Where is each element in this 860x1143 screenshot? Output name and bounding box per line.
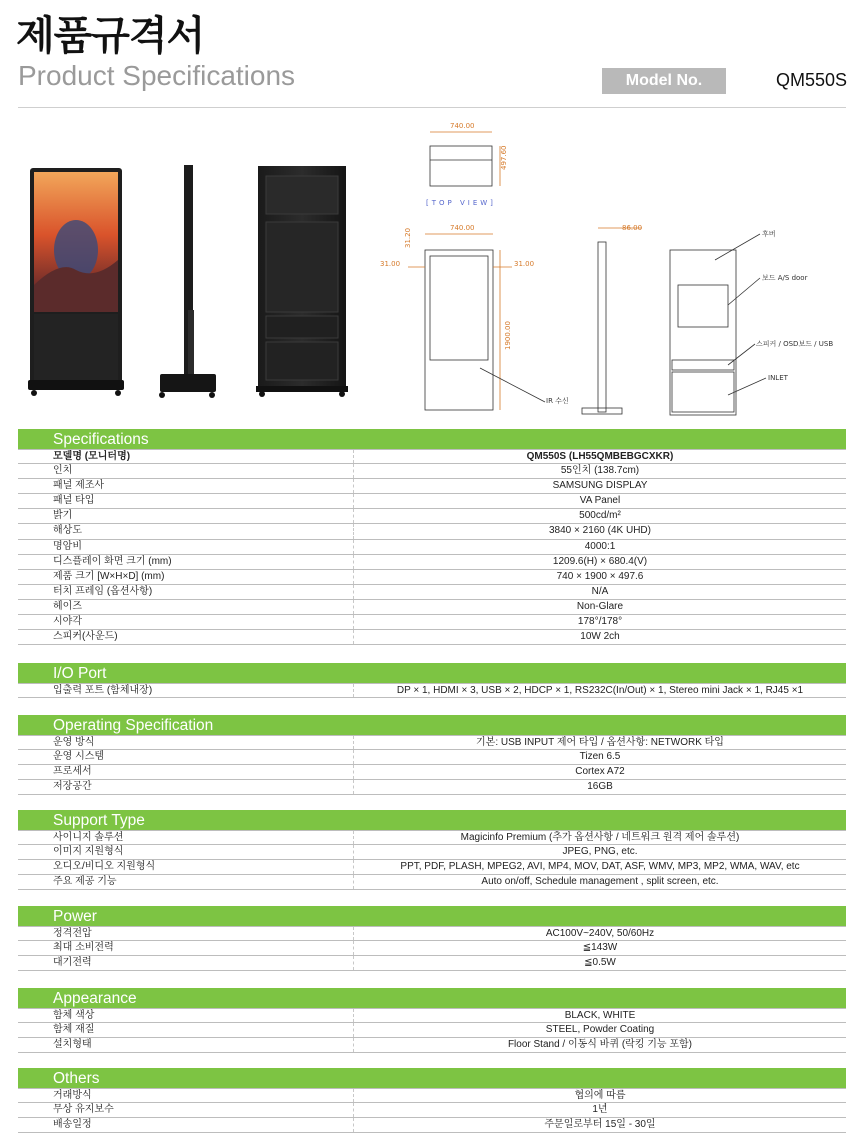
product-figures (0, 110, 860, 428)
spec-value: ≦0.5W (353, 956, 846, 970)
table-row (18, 630, 846, 645)
spec-value: BLACK, WHITE (353, 1009, 846, 1022)
spec-key: 대기전력 (53, 957, 92, 969)
spec-key: 헤이즈 (53, 600, 82, 612)
spec-key: 사이니지 솔루션 (53, 832, 124, 843)
page-title: 제품규격서 (16, 13, 205, 59)
front-width: 740.00 (450, 224, 475, 232)
top-view-drawing (430, 132, 500, 186)
spec-value: 178°/178° (353, 615, 846, 629)
spec-value: 3840 × 2160 (4K UHD) (353, 524, 846, 538)
spec-value: STEEL, Powder Coating (353, 1023, 846, 1037)
spec-key: 운영 시스템 (53, 751, 105, 763)
spec-value: 740 × 1900 × 497.6 (353, 570, 846, 584)
table-row (18, 1103, 846, 1118)
spec-section (18, 988, 846, 1053)
table-row (18, 449, 846, 464)
spec-key: 패널 제조사 (53, 480, 105, 492)
spec-value: Cortex A72 (353, 765, 846, 779)
table-row (18, 494, 846, 509)
product-drawings (0, 110, 860, 428)
front-top-offset: 31.20 (404, 227, 412, 248)
spec-key: 오디오/비디오 지원형식 (53, 861, 156, 873)
front-height: 1900.00 (504, 321, 512, 350)
spec-value: 10W 2ch (353, 630, 846, 644)
spec-key: 저장공간 (53, 781, 92, 793)
spec-section (18, 906, 846, 971)
table-row (18, 540, 846, 555)
spec-value: Non-Glare (353, 600, 846, 614)
callout-board: 보드 A/S door (762, 274, 808, 282)
table-row (18, 845, 846, 860)
spec-value: 500cd/m² (353, 509, 846, 523)
spec-key: 거래방식 (53, 1090, 92, 1101)
spec-key: 터치 프레임 (옵션사항) (53, 585, 153, 597)
spec-value: VA Panel (353, 494, 846, 508)
spec-value: 1209.6(H) × 680.4(V) (353, 555, 846, 569)
table-row (18, 830, 846, 845)
front-right-offset: 31.00 (514, 260, 535, 268)
table-row (18, 524, 846, 539)
table-row (18, 1038, 846, 1053)
kiosk-back-photo (256, 166, 348, 397)
spec-key: 시야각 (53, 616, 82, 628)
spec-key: 함체 재질 (53, 1024, 95, 1036)
spec-key: 입출력 포트 (함체내장) (53, 685, 153, 696)
spec-value: 기본: USB INPUT 제어 타입 / 옵션사항: NETWORK 타입 (353, 736, 846, 749)
callout-duct: 후버 (762, 230, 776, 238)
section-title: Appearance (18, 988, 846, 1008)
spec-key: 제품 크기 [W×H×D] (mm) (53, 570, 165, 582)
kiosk-side-photo (159, 165, 216, 398)
spec-section (18, 715, 846, 795)
spec-key: 해상도 (53, 525, 82, 537)
spec-value: Floor Stand / 이동식 바퀴 (락킹 기능 포함) (353, 1038, 846, 1052)
spec-value: N/A (353, 585, 846, 599)
table-row (18, 1023, 846, 1038)
spec-value: ≦143W (353, 941, 846, 955)
spec-key: 운영 방식 (53, 737, 95, 748)
spec-value: 협의에 따름 (353, 1089, 846, 1102)
spec-section (18, 810, 846, 890)
spec-key: 스피커(사운드) (53, 631, 118, 643)
spec-section (18, 1068, 846, 1133)
table-row (18, 780, 846, 795)
spec-key: 프로세서 (53, 766, 92, 778)
spec-value: AC100V~240V, 50/60Hz (353, 927, 846, 940)
side-depth: 86.00 (622, 224, 643, 232)
spec-value: DP × 1, HDMI × 3, USB × 2, HDCP × 1, RS232C(In/Out) × 1, Stereo mini Jack × 1, RJ45 ×1 (353, 684, 846, 697)
spec-key: 배송일정 (53, 1119, 92, 1131)
table-row (18, 875, 846, 890)
table-row (18, 956, 846, 971)
spec-key: 밝기 (53, 510, 73, 522)
spec-value: 주문일로부터 15일 - 30일 (353, 1118, 846, 1132)
ir-label: IR 수신 (546, 397, 569, 405)
model-label: Model No. (602, 68, 726, 94)
top-view-depth: 497.60 (500, 145, 508, 170)
side-view-drawing (582, 228, 642, 414)
callout-speaker: 스피커 / OSD보드 / USB (756, 340, 834, 348)
table-row (18, 765, 846, 780)
table-row (18, 1088, 846, 1103)
spec-key: 주요 제공 기능 (53, 876, 117, 888)
spec-value: 4000:1 (353, 540, 846, 554)
section-title: Support Type (18, 810, 846, 830)
spec-key: 인치 (53, 465, 73, 477)
spec-key: 명암비 (53, 540, 82, 552)
table-row (18, 1118, 846, 1133)
spec-key: 무상 유지보수 (53, 1104, 114, 1116)
table-row (18, 585, 846, 600)
section-title: Operating Specification (18, 715, 846, 735)
spec-key: 최대 소비전력 (53, 942, 114, 954)
spec-key: 디스플레이 화면 크기 (mm) (53, 555, 172, 567)
table-row (18, 683, 846, 698)
table-row (18, 750, 846, 765)
section-title: Specifications (18, 429, 846, 449)
spec-key: 모델명 (모니터명) (53, 451, 131, 462)
model-value: QM550S (776, 70, 848, 90)
top-view-width: 740.00 (450, 122, 475, 130)
table-row (18, 1008, 846, 1023)
spec-value: JPEG, PNG, etc. (353, 845, 846, 859)
spec-key: 함체 색상 (53, 1010, 95, 1021)
spec-key: 패널 타입 (53, 495, 95, 507)
page-subtitle: Product Specifications (18, 60, 296, 91)
spec-value: Auto on/off, Schedule management , split screen, etc. (353, 875, 846, 889)
table-row (18, 926, 846, 941)
spec-section (18, 663, 846, 698)
spec-value: SAMSUNG DISPLAY (353, 479, 846, 493)
top-view-label: [TOP VIEW] (426, 199, 496, 207)
section-title: Others (18, 1068, 846, 1088)
spec-value: 55인치 (138.7cm) (353, 464, 846, 478)
spec-value: Tizen 6.5 (353, 750, 846, 764)
kiosk-front-photo (28, 168, 124, 396)
table-row (18, 509, 846, 524)
table-row (18, 570, 846, 585)
table-row (18, 735, 846, 750)
table-row (18, 600, 846, 615)
table-row (18, 555, 846, 570)
back-view-drawing (670, 234, 766, 415)
table-row (18, 615, 846, 630)
spec-value: PPT, PDF, PLASH, MPEG2, AVI, MP4, MOV, DAT, ASF, WMV, MP3, MP2, WMA, WAV, etc (353, 860, 846, 874)
table-row (18, 464, 846, 479)
spec-value: QM550S (LH55QMBEBGCXKR) (353, 450, 846, 463)
section-title: Power (18, 906, 846, 926)
section-title: I/O Port (18, 663, 846, 683)
spec-value: Magicinfo Premium (추가 옵션사항 / 네트워크 원격 제어 솔루션) (353, 831, 846, 844)
spec-key: 설치형태 (53, 1039, 92, 1051)
table-row (18, 941, 846, 956)
spec-value: 1년 (353, 1103, 846, 1117)
spec-section (18, 429, 846, 645)
spec-key: 이미지 지원형식 (53, 846, 124, 858)
header-divider (18, 107, 846, 108)
table-row (18, 860, 846, 875)
callout-inlet: INLET (768, 374, 788, 382)
spec-key: 정격전압 (53, 928, 92, 939)
spec-value: 16GB (353, 780, 846, 794)
table-row (18, 479, 846, 494)
front-left-offset: 31.00 (380, 260, 401, 268)
